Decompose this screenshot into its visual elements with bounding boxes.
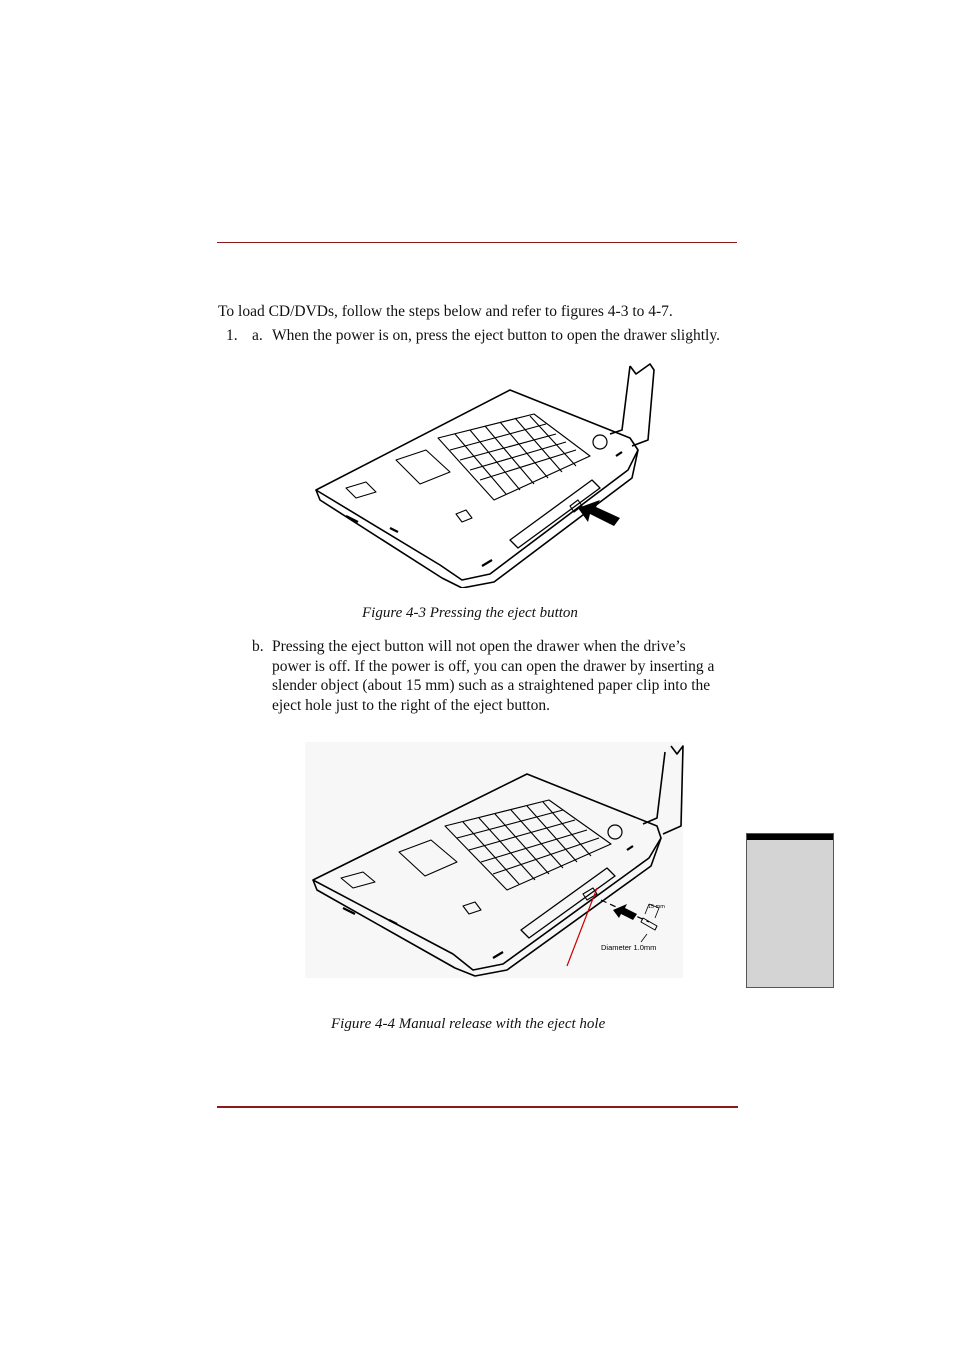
step-b-line: slender object (about 15 mm) such as a straightened paper clip into the bbox=[272, 677, 711, 694]
intro-paragraph: To load CD/DVDs, follow the steps below and refer to figures 4-3 to 4-7. bbox=[218, 303, 673, 320]
step-b-line: eject hole just to the right of the eject button. bbox=[272, 696, 551, 714]
step-b-line: power is off. If the power is off, you can open the drawer by inserting a bbox=[272, 657, 715, 675]
figure-manual-release-illustration bbox=[305, 742, 685, 982]
step-a-text: When the power is on, press the eject button to open the drawer slightly. bbox=[272, 327, 720, 344]
step-b-line: Pressing the eject button will not open the drawer when the drive’s bbox=[272, 638, 686, 655]
figure-eject-button-illustration bbox=[310, 360, 660, 588]
step-number: 1. bbox=[226, 327, 238, 344]
figure-4-3-caption: Figure 4-3 Pressing the eject button bbox=[362, 605, 578, 621]
step-a-letter: a. bbox=[252, 327, 263, 344]
diameter-label: Diameter 1.0mm bbox=[601, 943, 657, 952]
step-b-letter: b. bbox=[252, 638, 264, 655]
header-rule bbox=[217, 242, 737, 243]
footer-rule bbox=[217, 1106, 738, 1108]
side-tab-top-bar bbox=[747, 834, 833, 840]
step-b-text bbox=[272, 637, 742, 715]
length-label: 15 mm bbox=[648, 904, 665, 910]
chapter-side-tab bbox=[746, 833, 834, 988]
figure-4-4-caption: Figure 4-4 Manual release with the eject hole bbox=[331, 1016, 606, 1032]
